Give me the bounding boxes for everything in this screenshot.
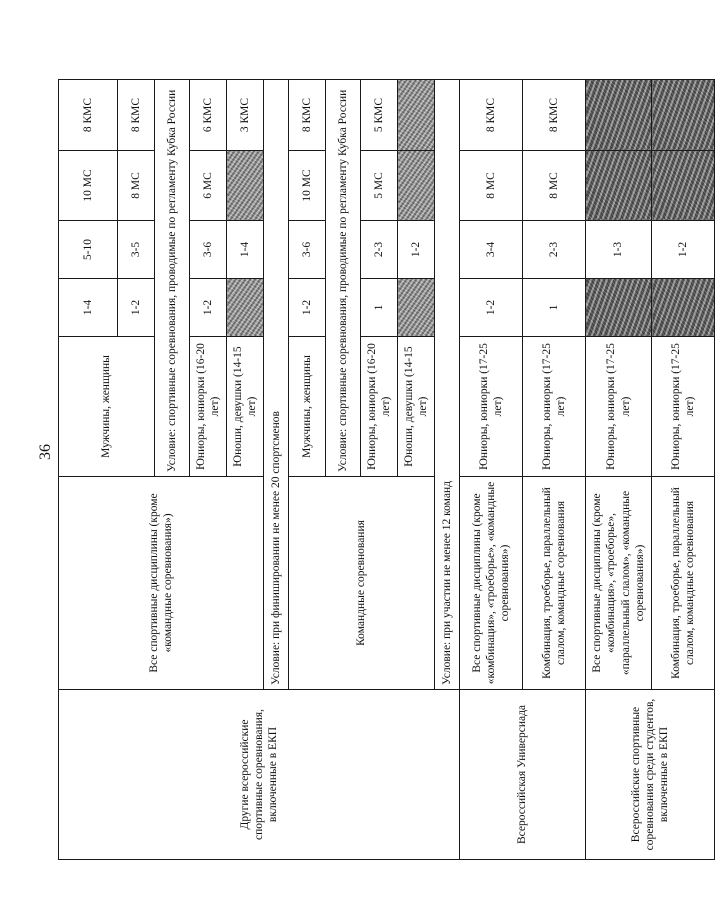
- kms-cell: 8 КМС: [289, 80, 326, 151]
- shaded-cell: [652, 80, 715, 151]
- place-cell: 1: [361, 279, 398, 337]
- discipline-team: Командные соревнования: [289, 477, 435, 690]
- shaded-cell: [227, 151, 264, 221]
- ms-place-cell: 2-3: [361, 221, 398, 279]
- sports-ranking-table: [58, 79, 715, 860]
- ms-place-cell: 3-4: [460, 221, 523, 279]
- condition-cup-rules: Условие: спортивные соревнования, проводимые по регламенту Кубка России: [326, 80, 361, 477]
- discipline-combo-uni: Комбинация, троеборье, параллельный слалом, командные соревнования: [523, 477, 586, 690]
- shaded-cell: [652, 279, 715, 337]
- place-cell: 1-2: [289, 279, 326, 337]
- kms-cell: 3 КМС: [227, 80, 264, 151]
- ms-cell: 8 МС: [460, 151, 523, 221]
- age-juniors-17-25: Юниоры, юниорки (17-25 лет): [523, 337, 586, 477]
- ms-place-cell: 5-10: [59, 221, 118, 279]
- age-youth-14-15: Юноши, девушки (14-15 лет): [227, 337, 264, 477]
- age-juniors-17-25: Юниоры, юниорки (17-25 лет): [652, 337, 715, 477]
- discipline-all-except-team: Все спортивные дисциплины (кроме «командные соревнования»): [59, 477, 264, 690]
- age-men-women: Мужчины, женщины: [59, 337, 155, 477]
- place-cell: 1-2: [118, 279, 155, 337]
- place-cell: 1: [523, 279, 586, 337]
- shaded-cell: [227, 279, 264, 337]
- shaded-cell: [586, 80, 652, 151]
- ms-cell: 8 МС: [523, 151, 586, 221]
- place-cell: 1-4: [59, 279, 118, 337]
- shaded-cell: [652, 151, 715, 221]
- kms-cell: 5 КМС: [361, 80, 398, 151]
- discipline-combo-students: Комбинация, троеборье, параллельный слалом, командные соревнования: [652, 477, 715, 690]
- group-other: Другие всероссийские спортивные соревнования, включенные в ЕКП: [59, 690, 460, 860]
- age-juniors-16-20: Юниоры, юниорки (16-20 лет): [361, 337, 398, 477]
- kms-cell: 8 КМС: [460, 80, 523, 151]
- shaded-cell: [398, 151, 435, 221]
- discipline-all-except-combo-students: Все спортивные дисциплины (кроме «комбинация», «троеборье», «параллельный слалом», «командные соревнования»): [586, 477, 652, 690]
- shaded-cell: [586, 279, 652, 337]
- age-men-women: Мужчины, женщины: [289, 337, 326, 477]
- ms-cell: 5 МС: [361, 151, 398, 221]
- group-students: Всероссийские спортивные соревнования среди студентов, включенные в ЕКП: [586, 690, 715, 860]
- shaded-cell: [586, 151, 652, 221]
- table-row: [586, 80, 652, 860]
- kms-cell: 8 КМС: [59, 80, 118, 151]
- condition-teams-12: Условие: при участии не менее 12 команд: [435, 80, 460, 690]
- table-row: [460, 80, 523, 860]
- discipline-all-except-combo-uni: Все спортивные дисциплины (кроме «комбинация», «троеборье», «командные соревнования»): [460, 477, 523, 690]
- age-juniors-16-20: Юниоры, юниорки (16-20 лет): [190, 337, 227, 477]
- ms-cell: 8 МС: [118, 151, 155, 221]
- ms-place-cell: 3-6: [190, 221, 227, 279]
- table-row: [59, 80, 118, 860]
- rotated-table-stage: [58, 80, 696, 860]
- place-cell: 1-2: [190, 279, 227, 337]
- ms-cell: 10 МС: [59, 151, 118, 221]
- ms-place-cell: 1-2: [398, 221, 435, 279]
- kms-cell: 8 КМС: [523, 80, 586, 151]
- group-universiade: Всероссийская Универсиада: [460, 690, 586, 860]
- kms-cell: 8 КМС: [118, 80, 155, 151]
- ms-place-cell: 3-5: [118, 221, 155, 279]
- ms-place-cell: 1-2: [652, 221, 715, 279]
- ms-place-cell: 3-6: [289, 221, 326, 279]
- ms-place-cell: 1-3: [586, 221, 652, 279]
- page-number: 36: [37, 444, 54, 460]
- age-juniors-17-25: Юниоры, юниорки (17-25 лет): [460, 337, 523, 477]
- age-juniors-17-25: Юниоры, юниорки (17-25 лет): [586, 337, 652, 477]
- condition-cup-rules: Условие: спортивные соревнования, проводимые по регламенту Кубка России: [155, 80, 190, 477]
- shaded-cell: [398, 279, 435, 337]
- shaded-cell: [398, 80, 435, 151]
- condition-finish-20: Условие: при финишировании не менее 20 спортсменов: [264, 80, 289, 690]
- age-youth-14-15: Юноши, девушки (14-15 лет): [398, 337, 435, 477]
- place-cell: 1-2: [460, 279, 523, 337]
- ms-cell: 10 МС: [289, 151, 326, 221]
- ms-cell: 6 МС: [190, 151, 227, 221]
- ms-place-cell: 2-3: [523, 221, 586, 279]
- ms-place-cell: 1-4: [227, 221, 264, 279]
- kms-cell: 6 КМС: [190, 80, 227, 151]
